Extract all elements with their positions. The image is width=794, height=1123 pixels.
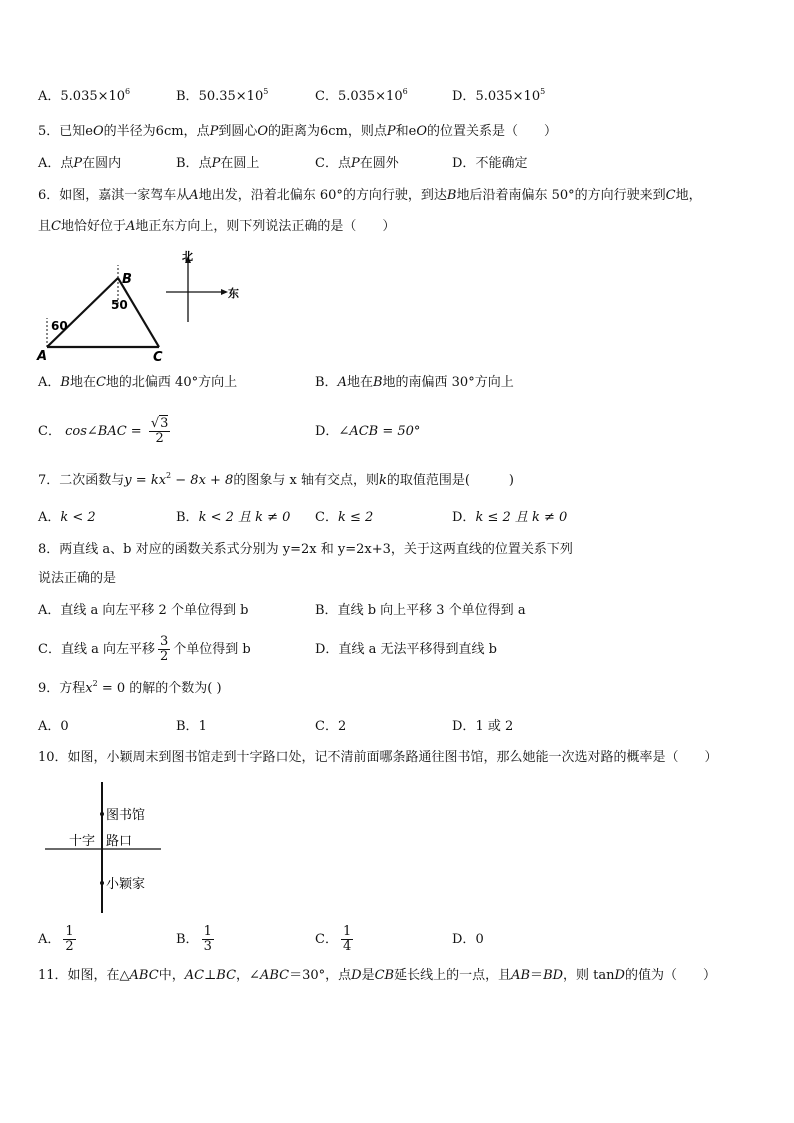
option-label: D． bbox=[452, 510, 476, 525]
var-abc: ABC bbox=[259, 968, 290, 983]
option-label: A． bbox=[38, 375, 61, 390]
q6-triangle-figure bbox=[30, 250, 260, 365]
q10-number: 10． bbox=[38, 750, 68, 765]
q11-text: ＝30°，点 bbox=[289, 968, 352, 983]
q6-option-b bbox=[315, 374, 514, 392]
crossroad-label-left: 十字 bbox=[69, 834, 96, 849]
var-c: C bbox=[51, 219, 61, 234]
q6-text: 地正东方向上，则下列说法正确的是（ ） bbox=[135, 219, 396, 234]
fraction-denominator: 2 bbox=[159, 649, 169, 664]
option-label: B． bbox=[315, 375, 338, 390]
option-text: 点 bbox=[60, 156, 74, 171]
option-label: A． bbox=[38, 510, 61, 525]
q11-text: 中， bbox=[158, 968, 185, 983]
three-halves-fraction bbox=[158, 635, 170, 664]
home-label: 小颖家 bbox=[106, 877, 146, 892]
q6-stem-line2 bbox=[38, 218, 395, 236]
var-bd: BD bbox=[543, 968, 564, 983]
q9-stem bbox=[38, 680, 222, 698]
q11-text: ，则 tan bbox=[563, 968, 615, 983]
option-text: k ≤ 2 bbox=[337, 510, 374, 525]
var-k: k bbox=[378, 473, 387, 488]
q8-stem-line2 bbox=[38, 570, 116, 588]
option-label: C． bbox=[315, 719, 338, 734]
circle-symbol: e bbox=[408, 124, 417, 139]
q5-text: 的距离为6cm，则点 bbox=[268, 124, 387, 139]
q4-option-a-mantissa: 5.035×10 bbox=[60, 89, 126, 104]
option-text: k < 2 bbox=[60, 510, 96, 525]
option-label: B． bbox=[176, 510, 199, 525]
east-arrow-icon bbox=[221, 289, 228, 295]
angle-expression: ∠ACB = 50° bbox=[338, 424, 421, 439]
fraction-numerator: 1 bbox=[65, 924, 74, 939]
q11-text: 是 bbox=[361, 968, 375, 983]
var-c: C bbox=[95, 375, 106, 390]
q6-option-a bbox=[38, 374, 237, 392]
q5-text: 的半径为6cm，点 bbox=[103, 124, 210, 139]
q6-text: 且 bbox=[38, 219, 52, 234]
fraction-numerator: 1 bbox=[203, 924, 212, 939]
q6-option-c bbox=[38, 412, 173, 452]
q10-text: 如图，小颖周末到图书馆走到十字路口处，记不清前面哪条路通往图书馆，那么她能一次选对路的概率是（ ） bbox=[67, 750, 718, 765]
q5-text: 的位置关系是（ ） bbox=[427, 124, 558, 139]
var-ab: AB bbox=[511, 968, 531, 983]
q8-text: 说法正确的是 bbox=[38, 571, 117, 586]
q5-option-d bbox=[452, 155, 527, 173]
var-a: A bbox=[189, 188, 199, 203]
angle-a-label: 60 bbox=[51, 319, 68, 333]
exponent: 2 bbox=[166, 471, 172, 480]
option-label: C． bbox=[315, 510, 338, 525]
option-text: 点 bbox=[337, 156, 351, 171]
var-b: B bbox=[446, 188, 457, 203]
q4-option-a bbox=[38, 88, 130, 106]
q7-stem bbox=[38, 472, 514, 490]
option-label: A． bbox=[38, 156, 61, 171]
q10-option-a bbox=[38, 920, 79, 960]
q11-text: ，∠ bbox=[236, 968, 260, 983]
label-b: B bbox=[122, 272, 132, 287]
var-d: D bbox=[351, 968, 362, 983]
var-b: B bbox=[60, 375, 70, 390]
q4-option-c-mantissa: 5.035×10 bbox=[337, 89, 403, 104]
segment-bc bbox=[118, 278, 159, 347]
var-b: B bbox=[372, 375, 383, 390]
var-d: D bbox=[614, 968, 625, 983]
option-label: C． bbox=[315, 932, 338, 947]
q7-option-a bbox=[38, 509, 96, 527]
q7-text: 的图象与 x 轴有交点，则 bbox=[233, 473, 379, 488]
home-dot bbox=[100, 881, 104, 885]
equals-sign: = bbox=[131, 473, 151, 488]
q5-stem bbox=[38, 123, 557, 141]
option-label: B． bbox=[176, 932, 199, 947]
var-p: P bbox=[211, 156, 221, 171]
q7-number: 7． bbox=[38, 473, 60, 488]
q4-option-b-label: B． bbox=[176, 89, 199, 104]
var-cb: CB bbox=[374, 968, 395, 983]
var-p: P bbox=[386, 124, 396, 139]
option-label: A． bbox=[38, 719, 61, 734]
label-a: A bbox=[37, 349, 48, 364]
fraction-numerator: 3 bbox=[160, 416, 169, 431]
label-c: C bbox=[153, 350, 163, 365]
option-label: D． bbox=[315, 642, 339, 657]
sqrt3-over-2-fraction: $\frac{√3}{2}$ bbox=[150, 416, 169, 446]
option-text: 在圆外 bbox=[359, 156, 399, 171]
library-label: 图书馆 bbox=[106, 808, 146, 823]
fraction-numerator: 3 bbox=[159, 634, 169, 649]
q5-option-b bbox=[176, 155, 259, 173]
var-a: A bbox=[125, 219, 136, 234]
east-label: 东 bbox=[228, 287, 239, 300]
q11-text: 的值为（ ） bbox=[624, 968, 716, 983]
var-o: O bbox=[257, 124, 268, 139]
q11-stem bbox=[38, 967, 716, 985]
q5-option-a bbox=[38, 155, 121, 173]
var-p: P bbox=[73, 156, 83, 171]
fraction-denominator: 2 bbox=[65, 939, 74, 954]
crossroad-label-right: 路口 bbox=[106, 834, 133, 849]
q6-text: 如图，嘉淇一家驾车从 bbox=[59, 188, 190, 203]
var-abc: ABC bbox=[129, 968, 159, 983]
fraction-numerator: 1 bbox=[342, 924, 352, 939]
option-text: 直线 b 向上平移 3 个单位得到 a bbox=[337, 603, 526, 618]
option-text: 2 bbox=[337, 719, 347, 734]
q8-stem-line1 bbox=[38, 541, 573, 559]
q9-option-b bbox=[176, 718, 207, 736]
q7-option-d bbox=[452, 509, 567, 527]
option-label: C． bbox=[315, 156, 338, 171]
q5-text: 已知 bbox=[59, 124, 86, 139]
var-a: A bbox=[337, 375, 347, 390]
option-text: 地的北偏西 40°方向上 bbox=[105, 375, 238, 390]
q8-option-d bbox=[315, 641, 497, 659]
q6-text: 地出发，沿着北偏东 60°的方向行驶，到达 bbox=[198, 188, 447, 203]
q7-option-c bbox=[315, 509, 373, 527]
q4-option-c bbox=[315, 88, 408, 106]
q6-number: 6． bbox=[38, 188, 60, 203]
q4-option-d-label: D． bbox=[452, 89, 476, 104]
q10-option-d bbox=[452, 931, 484, 949]
q9-option-c bbox=[315, 718, 346, 736]
option-text: 不能确定 bbox=[475, 156, 528, 171]
fraction-denominator: 4 bbox=[342, 939, 352, 954]
option-text: 直线 a 无法平移得到直线 b bbox=[338, 642, 497, 657]
q7-text: 的取值范围是( ) bbox=[386, 473, 514, 488]
q10-option-b bbox=[176, 920, 217, 960]
q4-option-b bbox=[176, 88, 268, 106]
q8-option-b bbox=[315, 602, 526, 620]
option-label: D． bbox=[452, 719, 476, 734]
option-label: D． bbox=[452, 156, 476, 171]
q8-option-c bbox=[38, 630, 251, 670]
library-dot bbox=[100, 812, 104, 816]
q5-option-c bbox=[315, 155, 399, 173]
var-p: P bbox=[350, 156, 360, 171]
fraction-denominator: 3 bbox=[203, 939, 212, 954]
circle-symbol: e bbox=[85, 124, 93, 139]
option-text: 0 bbox=[60, 719, 69, 734]
option-label: C． bbox=[38, 642, 61, 657]
q4-option-a-exponent: 6 bbox=[125, 87, 131, 96]
segment-ab bbox=[47, 278, 118, 347]
perp-symbol: ⊥ bbox=[204, 968, 217, 983]
var-ac: AC bbox=[184, 968, 205, 983]
option-label: A． bbox=[38, 932, 61, 947]
option-text: k < 2 且 k ≠ 0 bbox=[198, 510, 291, 525]
q10-stem bbox=[38, 749, 718, 767]
option-text: 1 bbox=[198, 719, 207, 734]
q10-crossroad-figure bbox=[40, 778, 180, 918]
equals-sign: ＝ bbox=[530, 968, 544, 983]
q11-text: 如图，在△ bbox=[67, 968, 130, 983]
q4-option-b-exponent: 5 bbox=[263, 87, 269, 96]
q4-option-d bbox=[452, 88, 545, 106]
q6-option-d bbox=[315, 423, 420, 441]
option-label: B． bbox=[176, 719, 199, 734]
q11-number: 11． bbox=[38, 968, 68, 983]
option-label: B． bbox=[176, 156, 199, 171]
cos-expression: cos∠BAC = bbox=[65, 424, 142, 439]
q8-option-a bbox=[38, 602, 248, 620]
option-label: A． bbox=[38, 603, 61, 618]
exponent: 2 bbox=[92, 679, 98, 688]
q4-option-c-exponent: 6 bbox=[402, 87, 408, 96]
q9-text: 方程 bbox=[59, 681, 86, 696]
option-text: 在圆内 bbox=[82, 156, 122, 171]
var-x: x bbox=[85, 681, 93, 696]
var-bc: BC bbox=[216, 968, 237, 983]
q4-option-c-label: C． bbox=[315, 89, 338, 104]
fraction-denominator: 2 bbox=[155, 431, 164, 446]
option-text: 0 bbox=[475, 932, 484, 947]
q7-option-b bbox=[176, 509, 290, 527]
q5-number: 5． bbox=[38, 124, 60, 139]
angle-b-label: 50 bbox=[111, 298, 128, 312]
option-label: D． bbox=[452, 932, 476, 947]
option-text: 1 或 2 bbox=[475, 719, 514, 734]
option-label: C． bbox=[38, 424, 61, 439]
q9-text: = 0 的解的个数为( ) bbox=[97, 681, 222, 696]
var-y: y bbox=[124, 473, 132, 488]
q6-text: 地， bbox=[675, 188, 702, 203]
q8-number: 8． bbox=[38, 542, 60, 557]
q10-option-c bbox=[315, 920, 356, 960]
option-text: 直线 a 向左平移 2 个单位得到 b bbox=[60, 603, 249, 618]
q6-stem-line1 bbox=[38, 187, 702, 205]
option-text: 点 bbox=[198, 156, 212, 171]
q4-option-a-label: A． bbox=[38, 89, 61, 104]
option-label: B． bbox=[315, 603, 338, 618]
option-text: 直线 a 向左平移 bbox=[60, 642, 155, 657]
q9-option-d bbox=[452, 718, 513, 736]
option-text: 在圆上 bbox=[220, 156, 260, 171]
option-text: 地在 bbox=[346, 375, 373, 390]
q5-text: 到圆心 bbox=[218, 124, 258, 139]
q4-option-d-exponent: 5 bbox=[540, 87, 546, 96]
var-p: P bbox=[209, 124, 219, 139]
q7-text: 二次函数与 bbox=[59, 473, 125, 488]
q5-text: 和 bbox=[395, 124, 409, 139]
var-o: O bbox=[416, 124, 428, 139]
north-label: 北 bbox=[182, 250, 193, 263]
q9-number: 9． bbox=[38, 681, 60, 696]
var-c: C bbox=[665, 188, 676, 203]
q4-option-d-mantissa: 5.035×10 bbox=[475, 89, 541, 104]
q8-text: 两直线 a、b 对应的函数关系式分别为 y=2x 和 y=2x+3，关于这两直线的位置关系下列 bbox=[59, 542, 573, 557]
option-text: 地的南偏西 30°方向上 bbox=[382, 375, 514, 390]
q4-option-b-mantissa: 50.35×10 bbox=[198, 89, 264, 104]
option-text: 个单位得到 b bbox=[173, 642, 251, 657]
q6-text: 地后沿着南偏东 50°的方向行驶来到 bbox=[456, 188, 666, 203]
option-label: D． bbox=[315, 424, 339, 439]
term-kx: kx bbox=[150, 473, 167, 488]
var-o: O bbox=[93, 124, 104, 139]
q11-text: 延长线上的一点，且 bbox=[394, 968, 512, 983]
expression-rest: − 8x + 8 bbox=[171, 473, 234, 488]
option-text: k ≤ 2 且 k ≠ 0 bbox=[475, 510, 568, 525]
q9-option-a bbox=[38, 718, 69, 736]
option-text: 地在 bbox=[69, 375, 96, 390]
q6-text: 地恰好位于 bbox=[60, 219, 126, 234]
